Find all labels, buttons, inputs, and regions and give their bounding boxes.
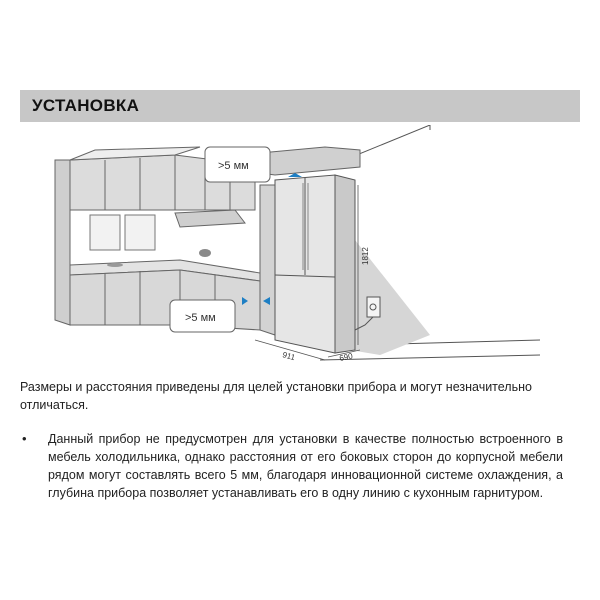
intro-paragraph: Размеры и расстояния приведены для целей установки прибора и могут незначительно отличаться. — [20, 380, 532, 412]
height-dimension: 1812 — [361, 247, 370, 265]
section-header — [20, 90, 580, 122]
wall-socket — [367, 297, 380, 317]
bullet-item: Данный прибор не предусмотрен для установки в качестве полностью встроенного в мебель холодильника, однако расстояния от его боковых сторон до корпусной мебели рядом могут составлять всего 5 мм, благодаря инновационной системе охлаждения, а глубина прибора позволяет устанавливать его в одну линию с кухонным гарнитуром. — [48, 432, 563, 500]
installation-illustration — [20, 125, 580, 370]
bullet-marker: • — [22, 431, 27, 446]
width-dimension: 911 — [281, 350, 297, 363]
side-cabinet — [260, 185, 275, 335]
depth-dimension: 690 — [338, 351, 354, 363]
range-hood — [175, 210, 245, 227]
refrigerator — [275, 175, 355, 353]
backsplash — [90, 215, 155, 250]
section-title: УСТАНОВКА — [32, 96, 140, 115]
soffit — [260, 147, 360, 175]
side-gap-label: >5 мм — [185, 312, 216, 324]
sink — [107, 263, 123, 267]
left-side-panel — [55, 160, 70, 325]
pot — [199, 249, 211, 257]
top-gap-label: >5 мм — [218, 160, 249, 172]
